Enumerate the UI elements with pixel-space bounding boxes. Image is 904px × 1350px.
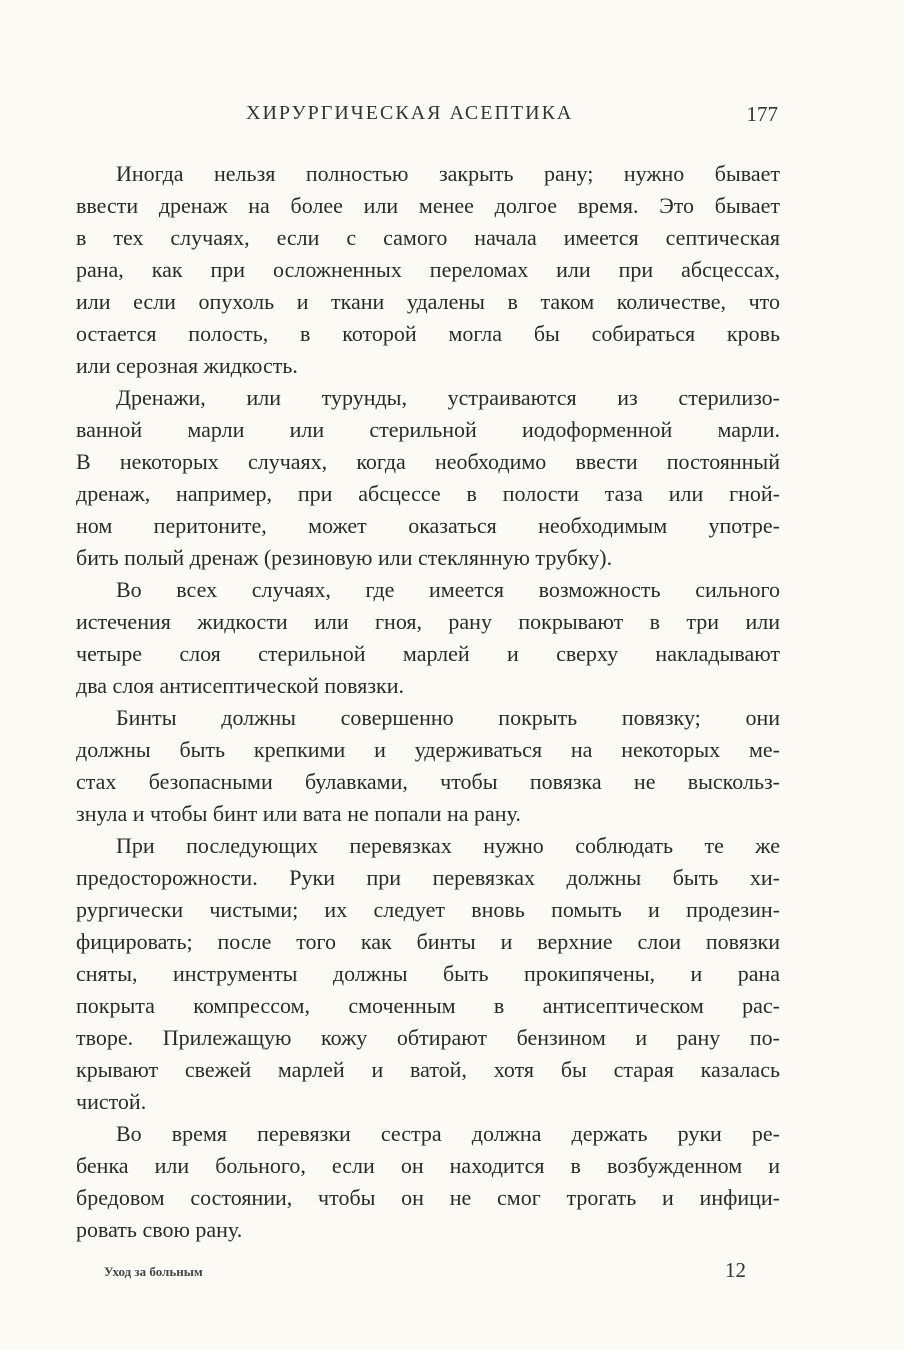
- paragraph: [76, 158, 780, 382]
- text-line: Бинты должны совершенно покрыть повязку; они: [116, 705, 780, 730]
- page-number: 177: [746, 102, 778, 126]
- body-text: [76, 158, 780, 1246]
- running-title: ХИРУРГИЧЕСКАЯ АСЕПТИКА: [246, 102, 574, 124]
- paragraph: [76, 382, 780, 574]
- paragraph: [76, 830, 780, 1118]
- text-line: фицировать; после того как бинты и верхние слои повязки: [76, 929, 780, 954]
- text-line: чистой.: [76, 1089, 147, 1114]
- text-line: Дренажи, или турунды, устраиваются из стерилизо-: [116, 385, 780, 410]
- paragraph: [76, 574, 780, 702]
- text-line: ном перитоните, может оказаться необходимым употре-: [76, 513, 780, 538]
- text-line: или если опухоль и ткани удалены в таком количестве, что: [76, 289, 780, 314]
- text-line: дренаж, например, при абсцессе в полости таза или гной-: [76, 481, 780, 506]
- text-line: При последующих перевязках нужно соблюдать те же: [116, 833, 780, 858]
- page-header: [76, 98, 780, 132]
- text-line: стах безопасными булавками, чтобы повязка не выскольз-: [76, 769, 780, 794]
- text-line: ввести дренаж на более или менее долгое время. Это бывает: [76, 193, 780, 218]
- text-line: рургически чистыми; их следует вновь помыть и продезин-: [76, 897, 780, 922]
- paragraph: [76, 1118, 780, 1246]
- text-line: крывают свежей марлей и ватой, хотя бы старая казалась: [76, 1057, 780, 1082]
- text-line: творе. Прилежащую кожу обтирают бензином и рану по-: [76, 1025, 780, 1050]
- text-line: остается полость, в которой могла бы собираться кровь: [76, 321, 780, 346]
- text-line: в тех случаях, если с самого начала имеется септическая: [76, 225, 780, 250]
- text-line: В некоторых случаях, когда необходимо ввести постоянный: [76, 449, 780, 474]
- text-line: два слоя антисептической повязки.: [76, 673, 405, 698]
- text-line: четыре слоя стерильной марлей и сверху накладывают: [76, 641, 780, 666]
- signature-text: Уход за больным: [104, 1264, 203, 1279]
- text-line: Во время перевязки сестра должна держать руки ре-: [116, 1121, 780, 1146]
- text-line: бить полый дренаж (резиновую или стеклянную трубку).: [76, 545, 613, 570]
- text-line: ванной марли или стерильной иодоформенной марли.: [76, 417, 780, 442]
- text-line: Во всех случаях, где имеется возможность сильного: [116, 577, 780, 602]
- paragraph: [76, 702, 780, 830]
- text-line: знула и чтобы бинт или вата не попали на рану.: [76, 801, 521, 826]
- page-footer: [104, 1258, 754, 1286]
- signature-number: 12: [725, 1258, 746, 1282]
- text-line: истечения жидкости или гноя, рану покрывают в три или: [76, 609, 780, 634]
- text-line: должны быть крепкими и удерживаться на некоторых ме-: [76, 737, 780, 762]
- text-line: бредовом состоянии, чтобы он не смог трогать и инфици-: [76, 1185, 780, 1210]
- text-line: ровать свою рану.: [76, 1217, 243, 1242]
- text-line: или серозная жидкость.: [76, 353, 298, 378]
- text-line: Иногда нельзя полностью закрыть рану; нужно бывает: [116, 161, 780, 186]
- text-line: покрыта компрессом, смоченным в антисептическом рас-: [76, 993, 780, 1018]
- text-line: предосторожности. Руки при перевязках должны быть хи-: [76, 865, 780, 890]
- text-line: сняты, инструменты должны быть прокипячены, и рана: [76, 961, 780, 986]
- text-line: рана, как при осложненных переломах или при абсцессах,: [76, 257, 780, 282]
- text-line: бенка или больного, если он находится в возбужденном и: [76, 1153, 780, 1178]
